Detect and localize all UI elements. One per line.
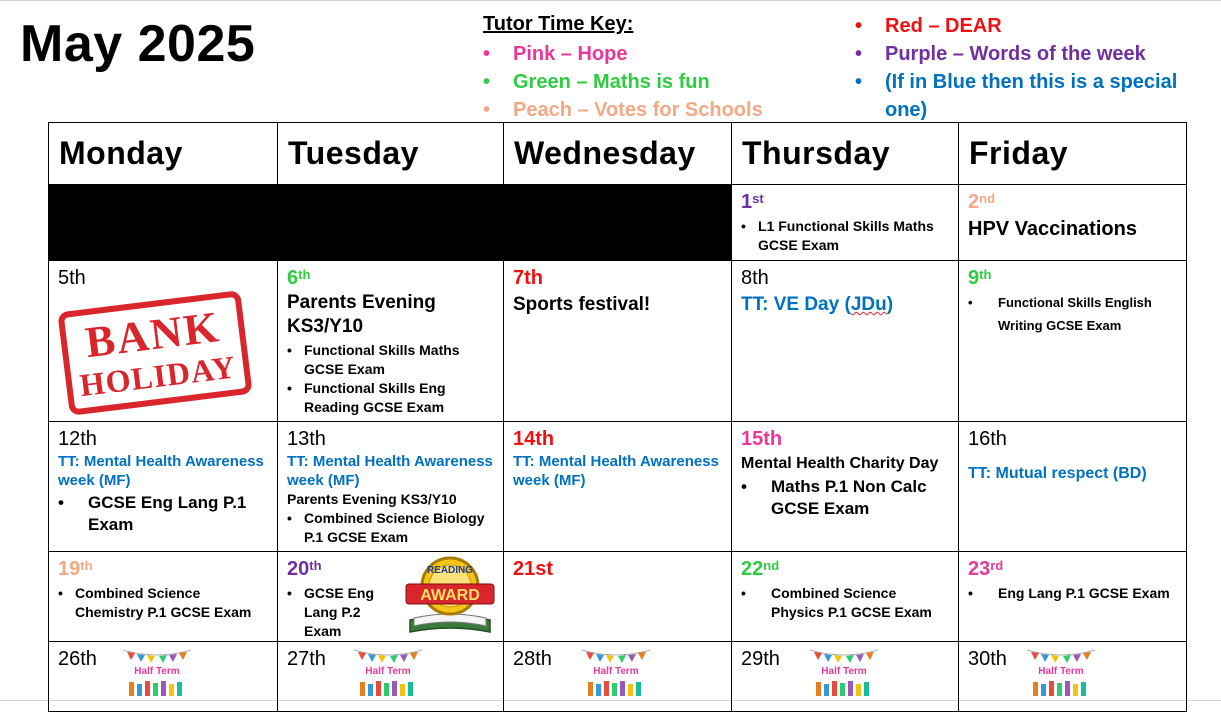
tutor-time-text: TT: VE Day (JDu) bbox=[741, 294, 894, 315]
day-cell-20 bbox=[278, 552, 504, 642]
day-cell-6 bbox=[278, 261, 504, 422]
exam-item: • Functional Skills Maths GCSE Exam bbox=[287, 341, 495, 379]
day-number: 12th bbox=[58, 428, 97, 450]
tutor-time-text: TT: Mutual respect (BD) bbox=[968, 465, 1147, 482]
key-item-label: Peach – Votes for Schools bbox=[513, 99, 763, 121]
bullet-icon: • bbox=[855, 15, 863, 37]
tutor-time-text: TT: Mental Health Awareness week (MF) bbox=[58, 453, 264, 489]
day-number: 8th bbox=[741, 267, 769, 289]
half-term-banner bbox=[580, 646, 652, 700]
event-text: HPV Vaccinations bbox=[968, 218, 1137, 240]
bullet-icon: • bbox=[855, 43, 863, 65]
key-item-blue bbox=[855, 68, 1215, 124]
reading-award-badge bbox=[404, 556, 496, 638]
day-number: 20th bbox=[287, 558, 322, 580]
day-number: 19th bbox=[58, 558, 93, 580]
day-number: 14th bbox=[513, 428, 555, 450]
exam-item: • Functional Skills English Writing GCSE Exam bbox=[968, 291, 1178, 337]
week-row-5 bbox=[49, 642, 1187, 712]
day-cell-2 bbox=[959, 185, 1187, 261]
day-cell-8 bbox=[732, 261, 959, 422]
event-text: Parents Evening KS3/Y10 bbox=[287, 491, 457, 507]
exam-item: • Eng Lang P.1 GCSE Exam bbox=[968, 584, 1178, 603]
day-number: 13th bbox=[287, 428, 326, 450]
day-number: 6th bbox=[287, 267, 311, 289]
header-monday: Monday bbox=[49, 123, 278, 185]
header-tuesday: Tuesday bbox=[278, 123, 504, 185]
day-cell-12 bbox=[49, 422, 278, 552]
day-cell-29 bbox=[732, 642, 959, 712]
day-cell-22 bbox=[732, 552, 959, 642]
exam-item: • L1 Functional Skills Maths GCSE Exam bbox=[741, 217, 950, 255]
event-text: Sports festival! bbox=[513, 294, 651, 315]
tutor-time-text: TT: Mental Health Awareness week (MF) bbox=[287, 453, 493, 489]
key-list-right bbox=[855, 12, 1215, 124]
day-cell-13 bbox=[278, 422, 504, 552]
header-thursday: Thursday bbox=[732, 123, 959, 185]
svg-text:READING: READING bbox=[426, 565, 474, 576]
day-number: 9th bbox=[968, 267, 992, 289]
key-item-red bbox=[855, 12, 1215, 40]
blackout-cell bbox=[49, 185, 732, 261]
svg-text:Half Term: Half Term bbox=[821, 666, 867, 677]
day-number: 29th bbox=[741, 648, 780, 670]
key-item-label: (If in Blue then this is a special one) bbox=[885, 71, 1178, 121]
exam-item: • GCSE Eng Lang P.2 Exam bbox=[287, 584, 397, 641]
key-item-label: Green – Maths is fun bbox=[513, 71, 710, 93]
exam-item: • Maths P.1 Non Calc GCSE Exam bbox=[741, 476, 950, 520]
key-item-green bbox=[483, 68, 763, 96]
svg-text:Half Term: Half Term bbox=[365, 666, 411, 677]
day-cell-23 bbox=[959, 552, 1187, 642]
day-number: 15th bbox=[741, 428, 783, 450]
exam-item: • Combined Science Biology P.1 GCSE Exam bbox=[287, 509, 495, 547]
bullet-icon: • bbox=[855, 71, 863, 93]
key-item-label: Pink – Hope bbox=[513, 43, 628, 65]
top-border bbox=[0, 0, 1221, 1]
event-text: Mental Health Charity Day bbox=[741, 455, 939, 472]
week-row-4 bbox=[49, 552, 1187, 642]
exam-item: • Combined Science Chemistry P.1 GCSE Exam bbox=[58, 584, 269, 622]
day-cell-16 bbox=[959, 422, 1187, 552]
day-number: 7th bbox=[513, 267, 543, 289]
bullet-icon: • bbox=[483, 43, 491, 65]
exam-item: • GCSE Eng Lang P.1 Exam bbox=[58, 492, 269, 536]
exam-item: • Combined Science Physics P.1 GCSE Exam bbox=[741, 584, 950, 622]
day-cell-26 bbox=[49, 642, 278, 712]
day-cell-19 bbox=[49, 552, 278, 642]
key-item-purple bbox=[855, 40, 1215, 68]
bullet-icon: • bbox=[483, 99, 491, 121]
day-cell-21 bbox=[504, 552, 732, 642]
day-number: 2nd bbox=[968, 191, 996, 213]
day-number: 21st bbox=[513, 558, 554, 580]
day-cell-5 bbox=[49, 261, 278, 422]
day-cell-1 bbox=[732, 185, 959, 261]
svg-text:Half Term: Half Term bbox=[593, 666, 639, 677]
day-number: 1st bbox=[741, 191, 764, 213]
day-cell-28 bbox=[504, 642, 732, 712]
event-text: Parents Evening KS3/Y10 bbox=[287, 292, 436, 337]
tutor-time-text: TT: Mental Health Awareness week (MF) bbox=[513, 453, 719, 489]
day-number: 30th bbox=[968, 648, 1007, 670]
day-cell-30 bbox=[959, 642, 1187, 712]
day-cell-9 bbox=[959, 261, 1187, 422]
day-cell-15 bbox=[732, 422, 959, 552]
day-number: 23rd bbox=[968, 558, 1004, 580]
svg-text:Half Term: Half Term bbox=[1038, 666, 1084, 677]
exam-item: • Functional Skills Eng Reading GCSE Exam bbox=[287, 379, 495, 417]
bullet-icon: • bbox=[483, 71, 491, 93]
day-number: 28th bbox=[513, 648, 552, 670]
day-number: 27th bbox=[287, 648, 326, 670]
bank-holiday-stamp: BANK HOLIDAY bbox=[57, 290, 252, 416]
key-item-label: Red – DEAR bbox=[885, 15, 1002, 37]
half-term-banner bbox=[352, 646, 424, 700]
key-item-pink bbox=[483, 40, 763, 68]
key-heading: Tutor Time Key: bbox=[483, 13, 634, 35]
week-row-1 bbox=[49, 185, 1187, 261]
week-row-2 bbox=[49, 261, 1187, 422]
key-item-peach bbox=[483, 96, 763, 124]
half-term-banner bbox=[121, 646, 193, 700]
key-item-label: Purple – Words of the week bbox=[885, 43, 1146, 65]
half-term-banner bbox=[808, 646, 880, 700]
day-number: 22nd bbox=[741, 558, 780, 580]
day-cell-7 bbox=[504, 261, 732, 422]
header-wednesday: Wednesday bbox=[504, 123, 732, 185]
svg-text:Half Term: Half Term bbox=[134, 666, 180, 677]
header-friday: Friday bbox=[959, 123, 1187, 185]
key-list-left bbox=[483, 40, 763, 124]
day-number: 26th bbox=[58, 648, 97, 670]
day-number: 16th bbox=[968, 428, 1007, 450]
day-number: 5th bbox=[58, 267, 86, 289]
day-cell-27 bbox=[278, 642, 504, 712]
half-term-banner bbox=[1025, 646, 1097, 700]
page-title: May 2025 bbox=[20, 15, 256, 73]
weekday-header-row bbox=[49, 123, 1187, 185]
svg-text:AWARD: AWARD bbox=[420, 587, 480, 604]
week-row-3 bbox=[49, 422, 1187, 552]
calendar-table bbox=[48, 122, 1187, 712]
day-cell-14 bbox=[504, 422, 732, 552]
